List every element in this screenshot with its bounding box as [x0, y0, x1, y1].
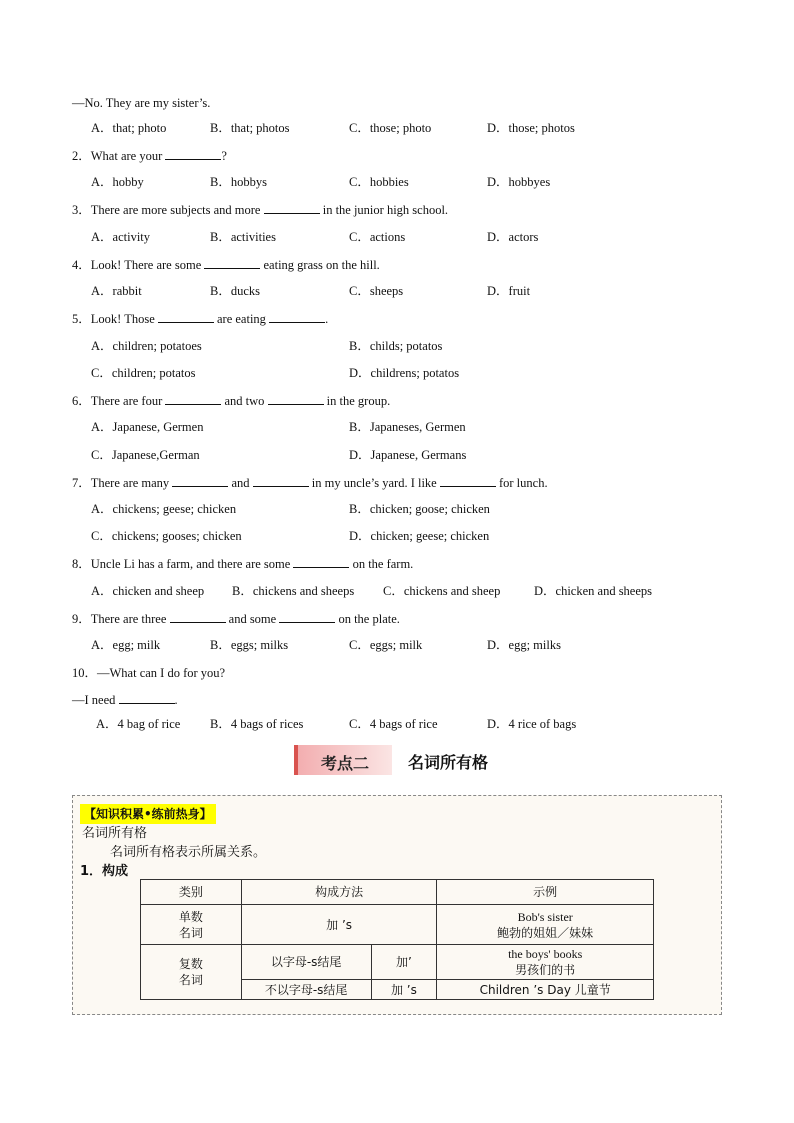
plural-s-condition: 以字母-s结尾	[241, 945, 371, 980]
answer-blank[interactable]	[170, 610, 226, 623]
q2-stem-text: 2．What are your	[72, 149, 163, 163]
answer-blank[interactable]	[293, 555, 349, 568]
q10-option-d[interactable]: D．4 rice of bags	[487, 717, 577, 731]
table-header-row	[141, 880, 654, 905]
q3-option-a[interactable]: A．activity	[91, 230, 151, 244]
plural-s-example-zh: 男孩们的书	[515, 963, 576, 977]
answer-blank[interactable]	[253, 474, 309, 487]
q5-option-d[interactable]: D．childrens; potatos	[349, 366, 460, 380]
table-row-singular	[141, 905, 654, 945]
plural-nos-example: Children ’s Day 儿童节	[437, 980, 654, 1000]
answer-blank[interactable]	[165, 392, 221, 405]
q5-option-b[interactable]: B．childs; potatos	[349, 339, 443, 353]
q7-option-c[interactable]: C．chickens; gooses; chicken	[91, 529, 242, 543]
q2-option-b[interactable]: B．hobbys	[210, 175, 267, 189]
q8-option-b[interactable]: B．chickens and sheeps	[232, 584, 355, 598]
answer-blank[interactable]	[440, 474, 496, 487]
q4-option-b[interactable]: B．ducks	[210, 284, 261, 298]
q7-option-b[interactable]: B．chicken; goose; chicken	[349, 502, 490, 516]
q3-option-c[interactable]: C．actions	[349, 230, 406, 244]
knowledge-tag: 【知识积累•练前热身】	[80, 804, 216, 824]
q6-option-a[interactable]: A．Japanese, Germen	[91, 420, 204, 434]
q2-option-c[interactable]: C．hobbies	[349, 175, 409, 189]
plural-s-method: 加’	[371, 945, 437, 980]
q7-stem-mid: and	[231, 476, 250, 490]
subsection-number: 1．	[80, 864, 103, 879]
q9-option-c[interactable]: C．eggs; milk	[349, 638, 423, 652]
q1-option-a[interactable]: A．that; photo	[91, 121, 167, 135]
q10-stem: 10．—What can I do for you?	[72, 666, 226, 680]
q6-stem-mid: and two	[224, 394, 265, 408]
singular-example-en: Bob's sister	[517, 909, 573, 924]
q6-option-b[interactable]: B．Japaneses, Germen	[349, 420, 466, 434]
possessive-table	[140, 879, 654, 1000]
answer-blank[interactable]	[279, 610, 335, 623]
singular-example-cell	[437, 905, 654, 945]
singular-label-line1: 单数	[178, 909, 203, 924]
answer-blank[interactable]	[269, 310, 325, 323]
plural-nos-condition: 不以字母-s结尾	[241, 980, 371, 1000]
section-title: 名词所有格	[408, 753, 489, 772]
singular-method: 加 ’s	[241, 905, 437, 945]
subsection-title: 构成	[102, 864, 129, 879]
answer-blank[interactable]	[264, 201, 320, 214]
q6-option-d[interactable]: D．Japanese, Germans	[349, 448, 467, 462]
q10-answer-text: —I need	[72, 693, 116, 707]
q5-option-a[interactable]: A．children; potatoes	[91, 339, 202, 353]
q8-option-c[interactable]: C．chickens and sheep	[383, 584, 501, 598]
q9-option-d[interactable]: D．egg; milks	[487, 638, 561, 652]
q2-option-d[interactable]: D．hobbyes	[487, 175, 551, 189]
q8-option-a[interactable]: A．chicken and sheep	[91, 584, 205, 598]
q6-option-c[interactable]: C．Japanese,German	[91, 448, 200, 462]
q10-option-c[interactable]: C．4 bags of rice	[349, 717, 438, 731]
q2-stem	[72, 147, 227, 164]
plural-label-line2: 名词	[178, 973, 203, 987]
q7-stem-text: 7．There are many	[72, 476, 170, 490]
q3-stem	[72, 201, 448, 218]
q3-option-d[interactable]: D．actors	[487, 230, 539, 244]
q8-option-d[interactable]: D．chicken and sheeps	[534, 584, 653, 598]
answer-blank[interactable]	[268, 392, 324, 405]
q9-stem-text: 9．There are three	[72, 612, 167, 626]
q3-stem-end: in the junior high school.	[322, 203, 449, 217]
q10-option-a[interactable]: A．4 bag of rice	[96, 717, 181, 731]
q9-stem-end: on the plate.	[338, 612, 400, 626]
plural-label-line1: 复数	[178, 957, 203, 971]
singular-example-zh: 鲍勃的姐姐／妹妹	[497, 925, 594, 940]
q8-stem-text: 8．Uncle Li has a farm, and there are some	[72, 557, 291, 571]
q6-stem	[72, 392, 390, 409]
answer-blank[interactable]	[204, 256, 260, 269]
plural-label-cell	[141, 945, 242, 1000]
q10-answer-end: .	[174, 693, 178, 707]
q1-answer-line: —No. They are my sister’s.	[72, 96, 211, 110]
q1-option-b[interactable]: B．that; photos	[210, 121, 290, 135]
q7-option-a[interactable]: A．chickens; geese; chicken	[91, 502, 237, 516]
plural-nos-method: 加 ’s	[371, 980, 437, 1000]
q6-stem-end: in the group.	[326, 394, 391, 408]
q5-stem	[72, 310, 328, 327]
q4-option-c[interactable]: C．sheeps	[349, 284, 404, 298]
q10-answer-line	[72, 691, 178, 708]
q8-stem-end: on the farm.	[352, 557, 414, 571]
q4-stem	[72, 256, 380, 273]
q2-option-a[interactable]: A．hobby	[91, 175, 144, 189]
q1-option-d[interactable]: D．those; photos	[487, 121, 575, 135]
q10-option-b[interactable]: B．4 bags of rices	[210, 717, 304, 731]
q4-option-d[interactable]: D．fruit	[487, 284, 531, 298]
answer-blank[interactable]	[172, 474, 228, 487]
plural-s-example-en: the boys' books	[508, 947, 583, 961]
plural-s-example-cell	[437, 945, 654, 980]
singular-label-line2: 名词	[178, 925, 203, 940]
q9-stem	[72, 610, 400, 627]
q2-stem-end: ?	[221, 149, 227, 163]
q7-stem-mid2: in my uncle’s yard. I like	[311, 476, 437, 490]
q3-stem-text: 3．There are more subjects and more	[72, 203, 261, 217]
q9-option-a[interactable]: A．egg; milk	[91, 638, 161, 652]
q4-stem-end: eating grass on the hill.	[263, 258, 380, 272]
answer-blank[interactable]	[119, 691, 175, 704]
q7-stem-end: for lunch.	[498, 476, 548, 490]
q5-option-c[interactable]: C．children; potatos	[91, 366, 196, 380]
q8-stem	[72, 555, 413, 572]
singular-label-cell	[141, 905, 242, 945]
q4-option-a[interactable]: A．rabbit	[91, 284, 142, 298]
knowledge-heading: 名词所有格	[82, 826, 148, 841]
header-category: 类别	[141, 880, 242, 905]
q7-stem	[72, 474, 548, 491]
header-method: 构成方法	[241, 880, 437, 905]
q7-option-d[interactable]: D．chicken; geese; chicken	[349, 529, 490, 543]
q6-stem-text: 6．There are four	[72, 394, 163, 408]
q5-stem-text: 5．Look! Those	[72, 312, 155, 326]
answer-blank[interactable]	[158, 310, 214, 323]
knowledge-intro: 名词所有格表示所属关系。	[110, 845, 267, 860]
section-label: 考点二	[320, 754, 369, 773]
q5-stem-end: .	[325, 312, 329, 326]
q4-stem-text: 4．Look! There are some	[72, 258, 202, 272]
q3-option-b[interactable]: B．activities	[210, 230, 276, 244]
header-example: 示例	[437, 880, 654, 905]
q5-stem-mid: are eating	[217, 312, 266, 326]
section-banner	[294, 745, 392, 775]
q1-option-c[interactable]: C．those; photo	[349, 121, 432, 135]
answer-blank[interactable]	[165, 147, 221, 160]
table-row-plural-s	[141, 945, 654, 980]
q9-option-b[interactable]: B．eggs; milks	[210, 638, 289, 652]
subsection-heading	[80, 864, 128, 880]
q9-stem-mid: and some	[228, 612, 277, 626]
